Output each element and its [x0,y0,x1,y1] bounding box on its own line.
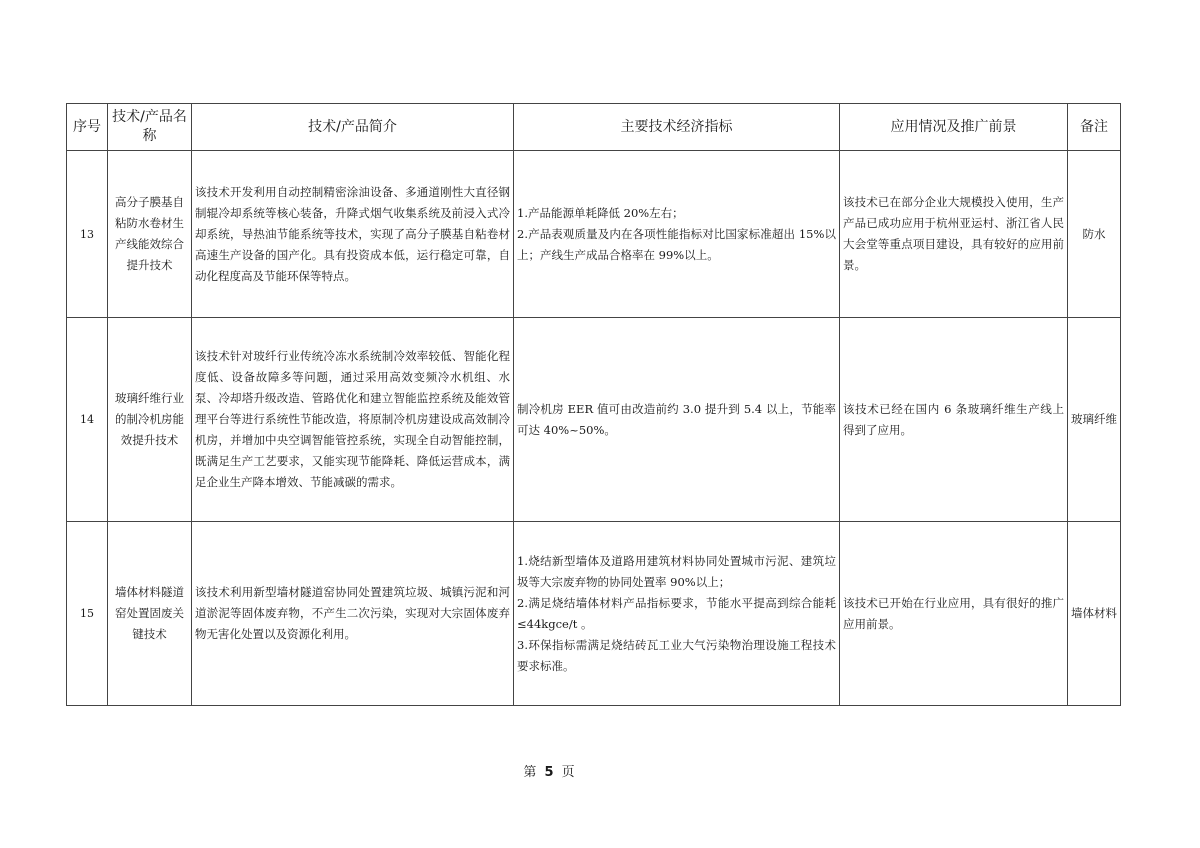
row-name: 墙体材料隧道窑处置固废关键技术 [108,522,192,706]
indicator-line: 2.满足烧结墙体材料产品指标要求，节能水平提高到综合能耗 ≤44kgce/t 。 [517,595,836,631]
table-row [67,522,1121,706]
header-note: 备注 [1068,104,1121,151]
document-page [66,103,1120,706]
page-prefix: 第 [523,765,539,780]
header-indicators: 主要技术经济指标 [514,104,840,151]
row-application: 该技术已开始在行业应用，具有很好的推广应用前景。 [840,522,1068,706]
indicator-line: 制冷机房 EER 值可由改造前约 3.0 提升到 5.4 以上，节能率可达 40%~50%。 [517,401,836,437]
page-suffix: 页 [561,765,577,780]
page-number: 5 [544,765,556,780]
technology-table [66,103,1121,706]
header-intro: 技术/产品简介 [192,104,514,151]
row-serial: 14 [67,318,108,522]
indicator-line: 3.环保指标需满足烧结砖瓦工业大气污染物治理设施工程技术要求标准。 [517,637,836,673]
table-row [67,151,1121,318]
row-serial: 13 [67,151,108,318]
row-serial: 15 [67,522,108,706]
row-application: 该技术已经在国内 6 条玻璃纤维生产线上得到了应用。 [840,318,1068,522]
row-intro: 该技术利用新型墙材隧道窑协同处置建筑垃圾、城镇污泥和河道淤泥等固体废弃物，不产生二次污染，实现对大宗固体废弃物无害化处置以及资源化利用。 [192,522,514,706]
header-serial: 序号 [67,104,108,151]
table-row [67,318,1121,522]
indicator-line: 1.烧结新型墙体及道路用建筑材料协同处置城市污泥、建筑垃圾等大宗废弃物的协同处置率 90%以上； [517,553,836,589]
row-intro: 该技术针对玻纤行业传统冷冻水系统制冷效率较低、智能化程度低、设备故障多等问题，通过采用高效变频冷水机组、水泵、冷却塔升级改造、管路优化和建立智能监控系统及能效管理平台等进行系统性节能改造，将原制冷机房建设成高效制冷机房，并增加中央空调智能管控系统，实现全自动智能控制，既满足生产工艺要求，又能实现节能降耗、降低运营成本，满足企业生产降本增效、节能减碳的需求。 [192,318,514,522]
header-name: 技术/产品名称 [108,104,192,151]
row-indicators [514,318,840,522]
row-note: 防水 [1068,151,1121,318]
header-application: 应用情况及推广前景 [840,104,1068,151]
indicator-line: 2.产品表观质量及内在各项性能指标对比国家标准超出 15%以上；产线生产成品合格率在 99%以上。 [517,226,836,262]
row-indicators [514,151,840,318]
indicator-line: 1.产品能源单耗降低 20%左右； [517,205,684,220]
row-name: 玻璃纤维行业的制冷机房能效提升技术 [108,318,192,522]
row-note: 玻璃纤维 [1068,318,1121,522]
row-indicators [514,522,840,706]
row-intro: 该技术开发利用自动控制精密涂油设备、多通道刚性大直径钢制辊冷却系统等核心装备，升降式烟气收集系统及前浸入式冷却系统，导热油节能系统等技术，实现了高分子膜基自粘卷材高速生产设备的国产化。具有投资成本低，运行稳定可靠，自动化程度高及节能环保等特点。 [192,151,514,318]
row-name: 高分子膜基自粘防水卷材生产线能效综合提升技术 [108,151,192,318]
table-header-row [67,104,1121,151]
row-application: 该技术已在部分企业大规模投入使用，生产产品已成功应用于杭州亚运村、浙江省人民大会堂等重点项目建设，具有较好的应用前景。 [840,151,1068,318]
row-note: 墙体材料 [1068,522,1121,706]
page-number-footer [0,761,1100,780]
